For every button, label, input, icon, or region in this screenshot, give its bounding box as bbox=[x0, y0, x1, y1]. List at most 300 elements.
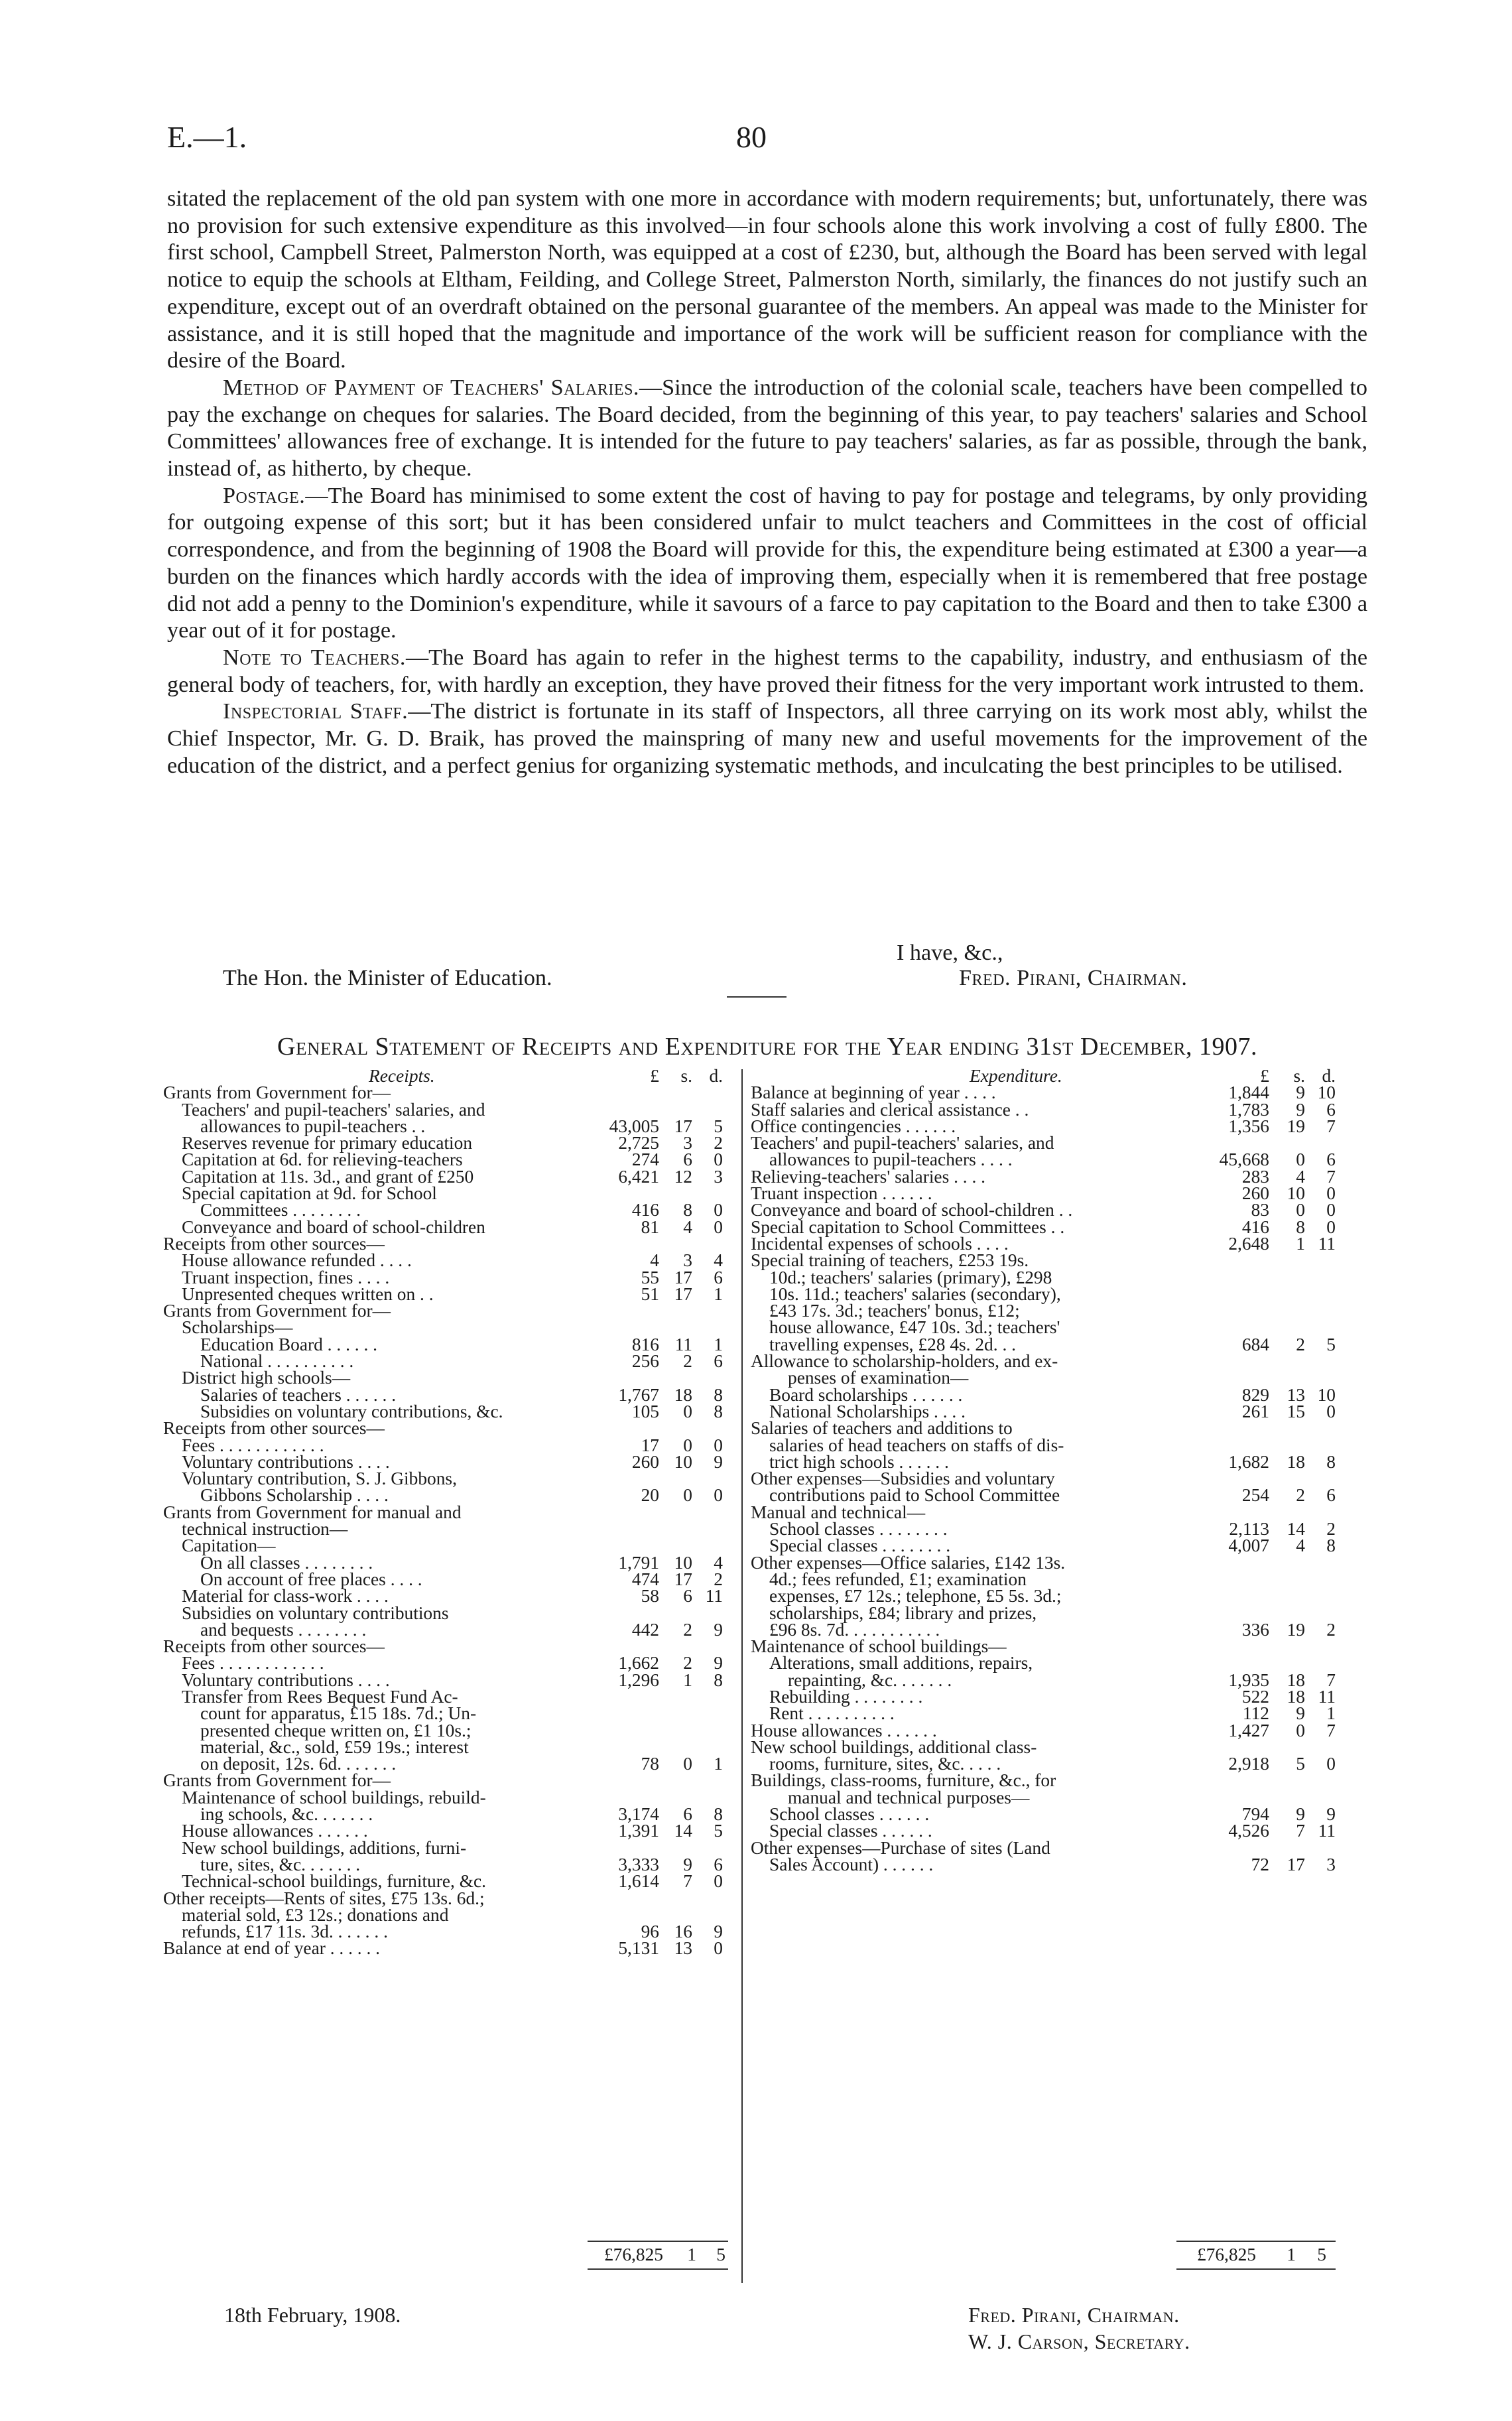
table-row bbox=[163, 1940, 733, 1957]
amount-cell: 3,174 bbox=[618, 1804, 659, 1825]
heading-teachers: Note to Teachers. bbox=[223, 645, 406, 670]
row-label: Material for class-work . . . . bbox=[182, 1586, 389, 1606]
row-label: Board scholarships . . . . . . bbox=[769, 1384, 963, 1405]
amount-cell: 0 bbox=[683, 1435, 692, 1455]
amount-cell: 11 bbox=[1318, 1821, 1336, 1841]
amount-cell: 2,113 bbox=[1229, 1519, 1269, 1539]
amount-cell: 1,662 bbox=[618, 1653, 659, 1673]
amount-cell: 11 bbox=[1318, 1686, 1336, 1707]
row-label: Voluntary contributions . . . . bbox=[182, 1669, 390, 1690]
currency-column-label: s. bbox=[1293, 1066, 1305, 1086]
amount-cell: 3 bbox=[1326, 1854, 1336, 1874]
amount-cell: 260 bbox=[631, 1451, 659, 1472]
currency-column-label: d. bbox=[1322, 1066, 1336, 1086]
row-label: Subsidies on voluntary contributions bbox=[182, 1603, 449, 1623]
row-label: Other expenses—Purchase of sites (Land bbox=[751, 1837, 1050, 1858]
amount-cell: 1 bbox=[714, 1754, 723, 1774]
amount-cell: 9 bbox=[714, 1619, 723, 1640]
amount-cell: 9 bbox=[1296, 1082, 1305, 1103]
amount-cell: 336 bbox=[1241, 1619, 1269, 1640]
row-label: Grants from Government for— bbox=[163, 1082, 391, 1103]
table-row bbox=[163, 1605, 733, 1622]
table-row bbox=[163, 1538, 733, 1554]
amount-cell: 0 bbox=[683, 1485, 692, 1506]
amount-cell: 78 bbox=[641, 1754, 659, 1774]
amount-cell: 0 bbox=[1326, 1216, 1336, 1237]
row-label: New school buildings, additions, furni- bbox=[182, 1837, 467, 1858]
row-label: Sales Account) . . . . . . bbox=[769, 1854, 934, 1874]
row-label: Salaries of teachers and additions to bbox=[751, 1418, 1013, 1439]
amount-cell: 10 bbox=[1287, 1183, 1305, 1204]
amount-cell: 2 bbox=[683, 1653, 692, 1673]
row-label: Buildings, class-rooms, furniture, &c., for bbox=[751, 1770, 1056, 1791]
amount-cell: 794 bbox=[1241, 1804, 1269, 1825]
amount-cell: 8 bbox=[1326, 1536, 1336, 1556]
table-row bbox=[751, 1487, 1334, 1504]
amount-cell: 8 bbox=[714, 1804, 723, 1825]
amount-cell: 15 bbox=[1287, 1401, 1305, 1421]
amount-cell: 55 bbox=[641, 1267, 659, 1287]
amount-cell: 8 bbox=[714, 1669, 723, 1690]
row-label: Balance at beginning of year . . . . bbox=[751, 1082, 996, 1103]
amount-cell: 13 bbox=[674, 1938, 692, 1959]
row-label: 10s. 11d.; teachers' salaries (secondary), bbox=[769, 1283, 1061, 1304]
amount-cell: 2 bbox=[683, 1619, 692, 1640]
table-row bbox=[751, 1151, 1334, 1168]
total-shillings: 1 bbox=[687, 2245, 696, 2264]
amount-cell: 14 bbox=[674, 1821, 692, 1841]
column-heading: Receipts. bbox=[369, 1066, 435, 1086]
amount-cell: 6 bbox=[683, 1149, 692, 1170]
section-rule bbox=[727, 996, 787, 998]
row-label: Fees . . . . . . . . . . . . bbox=[182, 1653, 324, 1673]
row-label: School classes . . . . . . . . bbox=[769, 1519, 948, 1539]
row-label: Rent . . . . . . . . . . bbox=[769, 1703, 895, 1724]
row-label: Special capitation to School Committees . . bbox=[751, 1216, 1065, 1237]
amount-cell: 2,648 bbox=[1228, 1233, 1269, 1254]
text-inspectorial: —The district is fortunate in its staff of Inspectors, all three carrying on its work most ably, whilst the Chief Inspector, Mr. G. D. Braik, has proved the mainspring of many new and useful movements for the improvement of the education of the district, and a perfect genius for organizing systematic methods, and inculcating the best principles to be utilised. bbox=[167, 699, 1367, 778]
row-label: Truant inspection . . . . . . bbox=[751, 1183, 932, 1204]
row-label: National Scholarships . . . . bbox=[769, 1401, 966, 1421]
amount-cell: 5 bbox=[1296, 1754, 1305, 1774]
row-label: Teachers' and pupil-teachers' salaries, and bbox=[182, 1099, 485, 1120]
amount-cell: 0 bbox=[714, 1485, 723, 1506]
amount-cell: 1,427 bbox=[1228, 1720, 1269, 1740]
currency-column-label: £ bbox=[650, 1066, 659, 1086]
row-label: refunds, £17 11s. 3d. . . . . . . bbox=[182, 1922, 388, 1942]
paragraph-salaries bbox=[167, 375, 1367, 483]
amount-cell: 1,614 bbox=[618, 1871, 659, 1892]
amount-cell: 17 bbox=[674, 1116, 692, 1136]
table-row bbox=[751, 1252, 1334, 1269]
amount-cell: 2 bbox=[714, 1569, 723, 1589]
amount-cell: 522 bbox=[1241, 1686, 1269, 1707]
section-code: E.—1. bbox=[167, 120, 247, 154]
row-label: Office contingencies . . . . . . bbox=[751, 1116, 956, 1136]
expenditure-table bbox=[751, 1068, 1334, 1873]
table-row bbox=[163, 1252, 733, 1269]
amount-cell: 17 bbox=[674, 1569, 692, 1589]
row-label: Other expenses—Subsidies and voluntary bbox=[751, 1469, 1055, 1489]
amount-cell: 6 bbox=[714, 1267, 723, 1287]
amount-cell: 8 bbox=[714, 1384, 723, 1405]
amount-cell: 9 bbox=[1326, 1804, 1336, 1825]
amount-cell: 17 bbox=[674, 1283, 692, 1304]
total-rule-top bbox=[588, 2241, 728, 2242]
amount-cell: 0 bbox=[683, 1754, 692, 1774]
amount-cell: 2,725 bbox=[618, 1133, 659, 1153]
row-label: Technical-school buildings, furniture, &c. bbox=[182, 1871, 487, 1892]
amount-cell: 18 bbox=[674, 1384, 692, 1405]
amount-cell: 17 bbox=[641, 1435, 659, 1455]
total-shillings: 1 bbox=[1287, 2245, 1296, 2264]
amount-cell: 283 bbox=[1241, 1166, 1269, 1187]
table-row bbox=[163, 1319, 733, 1336]
table-row bbox=[751, 1655, 1334, 1671]
amount-cell: 8 bbox=[714, 1401, 723, 1421]
row-label: National . . . . . . . . . . bbox=[200, 1351, 354, 1372]
row-label: Balance at end of year . . . . . . bbox=[163, 1938, 381, 1959]
amount-cell: 416 bbox=[631, 1200, 659, 1220]
amount-cell: 12 bbox=[674, 1166, 692, 1187]
amount-cell: 6 bbox=[714, 1854, 723, 1874]
amount-cell: 254 bbox=[1241, 1485, 1269, 1506]
total-rule-top bbox=[1176, 2241, 1336, 2242]
row-label: Special capitation at 9d. for School bbox=[182, 1183, 437, 1204]
amount-cell: 9 bbox=[1296, 1703, 1305, 1724]
amount-cell: 19 bbox=[1287, 1116, 1305, 1136]
amount-cell: 51 bbox=[641, 1283, 659, 1304]
table-row bbox=[751, 1588, 1334, 1604]
row-label: Relieving-teachers' salaries . . . . bbox=[751, 1166, 986, 1187]
row-label: Teachers' and pupil-teachers' salaries, and bbox=[751, 1133, 1054, 1153]
amount-cell: 4,007 bbox=[1228, 1536, 1269, 1556]
amount-cell: 9 bbox=[683, 1854, 692, 1874]
row-label: Truant inspection, fines . . . . bbox=[182, 1267, 390, 1287]
amount-cell: 11 bbox=[674, 1334, 692, 1354]
amount-cell: 0 bbox=[683, 1401, 692, 1421]
row-label: Grants from Government for— bbox=[163, 1301, 391, 1321]
amount-cell: 10 bbox=[674, 1451, 692, 1472]
row-label: Staff salaries and clerical assistance . . bbox=[751, 1099, 1029, 1120]
row-label: School classes . . . . . . bbox=[769, 1804, 930, 1825]
row-label: 4d.; fees refunded, £1; examination bbox=[769, 1569, 1027, 1589]
amount-cell: 0 bbox=[1326, 1401, 1336, 1421]
table-row bbox=[163, 1705, 733, 1722]
paragraph-inspectorial bbox=[167, 698, 1367, 779]
amount-cell: 0 bbox=[714, 1871, 723, 1892]
amount-cell: 0 bbox=[714, 1216, 723, 1237]
amount-cell: 9 bbox=[1296, 1099, 1305, 1120]
amount-cell: 274 bbox=[631, 1149, 659, 1170]
amount-cell: 684 bbox=[1241, 1334, 1269, 1354]
amount-cell: 81 bbox=[641, 1216, 659, 1237]
amount-cell: 1 bbox=[714, 1283, 723, 1304]
table-row bbox=[163, 1202, 733, 1218]
amount-cell: 6 bbox=[714, 1351, 723, 1372]
row-label: Rebuilding . . . . . . . . bbox=[769, 1686, 923, 1707]
row-label: house allowance, £47 10s. 3d.; teachers' bbox=[769, 1317, 1060, 1338]
row-label: Unpresented cheques written on . . bbox=[182, 1283, 434, 1304]
row-label: salaries of head teachers on staffs of dis- bbox=[769, 1435, 1064, 1455]
total-rule-bottom bbox=[1176, 2268, 1336, 2270]
amount-cell: 18 bbox=[1287, 1669, 1305, 1690]
amount-cell: 11 bbox=[705, 1586, 723, 1606]
heading-inspectorial: Inspectorial Staff. bbox=[223, 699, 409, 724]
amount-cell: 1,791 bbox=[618, 1552, 659, 1573]
amount-cell: 1,391 bbox=[618, 1821, 659, 1841]
receipts-table bbox=[163, 1068, 733, 1957]
row-label: Salaries of teachers . . . . . . bbox=[200, 1384, 397, 1405]
amount-cell: 18 bbox=[1287, 1451, 1305, 1472]
row-label: House allowances . . . . . . bbox=[182, 1821, 368, 1841]
table-row bbox=[163, 1772, 733, 1789]
table-row bbox=[163, 1420, 733, 1437]
amount-cell: 0 bbox=[1326, 1200, 1336, 1220]
amount-cell: 72 bbox=[1251, 1854, 1269, 1874]
amount-cell: 4 bbox=[650, 1250, 659, 1271]
amount-cell: 2 bbox=[1326, 1619, 1336, 1640]
row-label: penses of examination— bbox=[788, 1368, 969, 1388]
amount-cell: 4 bbox=[683, 1216, 692, 1237]
row-label: Committees . . . . . . . . bbox=[200, 1200, 361, 1220]
amount-cell: 5 bbox=[1326, 1334, 1336, 1354]
addressee: The Hon. the Minister of Education. bbox=[223, 966, 552, 990]
page-number: 80 bbox=[736, 120, 767, 154]
currency-column-label: d. bbox=[709, 1066, 723, 1086]
amount-cell: 17 bbox=[1287, 1854, 1305, 1874]
amount-cell: 1 bbox=[1296, 1233, 1305, 1254]
amount-cell: 112 bbox=[1242, 1703, 1269, 1724]
amount-cell: 18 bbox=[1287, 1686, 1305, 1707]
amount-cell: 8 bbox=[1296, 1216, 1305, 1237]
row-label: Capitation— bbox=[182, 1536, 276, 1556]
amount-cell: 6 bbox=[683, 1804, 692, 1825]
amount-cell: 2 bbox=[714, 1133, 723, 1153]
row-label: Voluntary contribution, S. J. Gibbons, bbox=[182, 1469, 457, 1489]
row-label: £96 8s. 7d. . . . . . . . . . . bbox=[769, 1619, 940, 1640]
row-label: Conveyance and board of school-children . . bbox=[751, 1200, 1073, 1220]
amount-cell: 0 bbox=[1296, 1720, 1305, 1740]
row-label: Allowance to scholarship-holders, and ex- bbox=[751, 1351, 1058, 1372]
amount-cell: 1,844 bbox=[1228, 1082, 1269, 1103]
amount-cell: 20 bbox=[641, 1485, 659, 1506]
amount-cell: 83 bbox=[1251, 1200, 1269, 1220]
signer: Fred. Pirani, Chairman. bbox=[959, 966, 1188, 990]
amount-cell: 6 bbox=[683, 1586, 692, 1606]
amount-cell: 6 bbox=[1326, 1099, 1336, 1120]
amount-cell: 442 bbox=[631, 1619, 659, 1640]
amount-cell: 9 bbox=[714, 1922, 723, 1942]
row-label: ture, sites, &c. . . . . . . bbox=[200, 1854, 361, 1874]
amount-cell: 17 bbox=[674, 1267, 692, 1287]
table-row bbox=[751, 1854, 1336, 1874]
table-row bbox=[163, 1588, 733, 1604]
row-label: New school buildings, additional class- bbox=[751, 1736, 1037, 1757]
row-label: Fees . . . . . . . . . . . . bbox=[182, 1435, 324, 1455]
amount-cell: 11 bbox=[1318, 1233, 1336, 1254]
amount-cell: 1,767 bbox=[618, 1384, 659, 1405]
row-label: On all classes . . . . . . . . bbox=[200, 1552, 373, 1573]
text-postage: —The Board has minimised to some extent the cost of having to pay for postage and telegrams, by only providing for outgoing expense of this sort; but it has been considered unfair to mulct teachers and Committees in the cost of official correspondence, and from the beginning of 1908 the Board will provide for this, the expenditure being estimated at £300 a year—a burden on the finances which hardly accords with the idea of improving them, especially when it is remembered that free postage did not add a penny to the Dominion's expenditure, while it savours of a farce to pay capitation to the Board and then to take £300 a year out of it for postage. bbox=[167, 483, 1367, 643]
row-label: Transfer from Rees Bequest Fund Ac- bbox=[182, 1686, 458, 1707]
row-label: travelling expenses, £28 4s. 2d. . . bbox=[769, 1334, 1016, 1354]
amount-cell: 6,421 bbox=[618, 1166, 659, 1187]
row-label: Reserves revenue for primary education bbox=[182, 1133, 473, 1153]
row-label: technical instruction— bbox=[182, 1519, 348, 1539]
amount-cell: 0 bbox=[1326, 1183, 1336, 1204]
table-row bbox=[163, 1873, 733, 1890]
amount-cell: 10 bbox=[674, 1552, 692, 1573]
amount-cell: 4 bbox=[714, 1250, 723, 1271]
amount-cell: 1 bbox=[1326, 1703, 1336, 1724]
amount-cell: 19 bbox=[1287, 1619, 1305, 1640]
row-label: allowances to pupil-teachers . . . . bbox=[769, 1149, 1013, 1170]
chairman-signature: Fred. Pirani, Chairman. bbox=[968, 2303, 1180, 2327]
amount-cell: 2 bbox=[1296, 1334, 1305, 1354]
amount-cell: 4 bbox=[1296, 1536, 1305, 1556]
amount-cell: 10 bbox=[1317, 1384, 1336, 1405]
amount-cell: 1,296 bbox=[618, 1669, 659, 1690]
table-row bbox=[751, 1319, 1334, 1336]
row-label: trict high schools . . . . . . bbox=[769, 1451, 949, 1472]
row-label: Education Board . . . . . . bbox=[200, 1334, 378, 1354]
row-label: Receipts from other sources— bbox=[163, 1233, 385, 1254]
table-row bbox=[163, 1655, 733, 1671]
amount-cell: 2 bbox=[1326, 1519, 1336, 1539]
closing-phrase: I have, &c., bbox=[897, 941, 1003, 965]
amount-cell: 256 bbox=[631, 1351, 659, 1372]
table-row bbox=[751, 1538, 1334, 1554]
heading-salaries: Method of Payment of Teachers' Salaries. bbox=[223, 375, 639, 400]
row-label: Grants from Government for manual and bbox=[163, 1502, 462, 1522]
amount-cell: 816 bbox=[631, 1334, 659, 1354]
table-row bbox=[163, 1370, 733, 1386]
table-row bbox=[163, 1487, 733, 1504]
row-label: presented cheque written on, £1 10s.; bbox=[200, 1720, 472, 1740]
row-label: Scholarships— bbox=[182, 1317, 293, 1338]
amount-cell: 4,526 bbox=[1228, 1821, 1269, 1841]
amount-cell: 8 bbox=[683, 1200, 692, 1220]
amount-cell: 1,783 bbox=[1228, 1099, 1269, 1120]
amount-cell: 16 bbox=[674, 1922, 692, 1942]
amount-cell: 7 bbox=[1326, 1669, 1336, 1690]
amount-cell: 474 bbox=[631, 1569, 659, 1589]
amount-cell: 6 bbox=[1326, 1485, 1336, 1506]
page-header bbox=[0, 119, 1512, 159]
total-rule-bottom bbox=[588, 2268, 728, 2270]
row-label: material, &c., sold, £59 19s.; interest bbox=[200, 1736, 469, 1757]
row-label: ing schools, &c. . . . . . . bbox=[200, 1804, 373, 1825]
amount-cell: 2 bbox=[1296, 1485, 1305, 1506]
amount-cell: 8 bbox=[1326, 1451, 1336, 1472]
amount-cell: 7 bbox=[1326, 1720, 1336, 1740]
paragraph-postage bbox=[167, 483, 1367, 645]
amount-cell: 4 bbox=[1296, 1166, 1305, 1187]
table-row bbox=[751, 1605, 1334, 1622]
row-label: Maintenance of school buildings— bbox=[751, 1636, 1007, 1657]
amount-cell: 7 bbox=[1326, 1166, 1336, 1187]
row-label: District high schools— bbox=[182, 1368, 351, 1388]
amount-cell: 5 bbox=[714, 1821, 723, 1841]
amount-cell: 5 bbox=[714, 1116, 723, 1136]
row-label: Maintenance of school buildings, rebuild- bbox=[182, 1787, 486, 1807]
currency-column-label: s. bbox=[680, 1066, 692, 1086]
amount-cell: 1,356 bbox=[1228, 1116, 1269, 1136]
table-row bbox=[751, 1084, 1334, 1101]
amount-cell: 5,131 bbox=[618, 1938, 659, 1959]
amount-cell: 0 bbox=[714, 1149, 723, 1170]
secretary-signature: W. J. Carson, Secretary. bbox=[968, 2329, 1190, 2353]
row-label: On account of free places . . . . bbox=[200, 1569, 422, 1589]
amount-cell: 9 bbox=[714, 1653, 723, 1673]
row-label: rooms, furniture, sites, &c. . . . . bbox=[769, 1754, 1001, 1774]
row-label: 10d.; teachers' salaries (primary), £298 bbox=[769, 1267, 1052, 1287]
amount-cell: 416 bbox=[1241, 1216, 1269, 1237]
amount-cell: 7 bbox=[683, 1871, 692, 1892]
row-label: Incidental expenses of schools . . . . bbox=[751, 1233, 1009, 1254]
amount-cell: 13 bbox=[1287, 1384, 1305, 1405]
row-label: Other receipts—Rents of sites, £75 13s. 6d.; bbox=[163, 1888, 485, 1908]
row-label: Capitation at 6d. for relieving-teachers bbox=[182, 1149, 463, 1170]
total-pence: 5 bbox=[716, 2245, 725, 2264]
table-row bbox=[751, 1370, 1334, 1386]
row-label: on deposit, 12s. 6d. . . . . . . bbox=[200, 1754, 397, 1774]
amount-cell: 0 bbox=[714, 1200, 723, 1220]
amount-cell: 9 bbox=[714, 1451, 723, 1472]
text-teachers: —The Board has again to refer in the highest terms to the capability, industry, and enthusiasm of the general body of teachers, for, with hardly an exception, they have proved their fitness for the very important work intrusted to them. bbox=[167, 645, 1367, 697]
text-salaries: —Since the introduction of the colonial scale, teachers have been compelled to pay the exchange on cheques for salaries. The Board decided, from the beginning of this year, to pay teachers' salaries and School Committees' allowances free of exchange. It is intended for the future to pay teachers' salaries, as far as possible, through the bank, instead of, as hitherto, by cheque. bbox=[167, 375, 1367, 482]
amount-cell: 45,668 bbox=[1219, 1149, 1269, 1170]
amount-cell: 0 bbox=[714, 1938, 723, 1959]
row-label: Other expenses—Office salaries, £142 13s. bbox=[751, 1552, 1066, 1573]
row-label: Voluntary contributions . . . . bbox=[182, 1451, 390, 1472]
amount-cell: 260 bbox=[1241, 1183, 1269, 1204]
amount-cell: 10 bbox=[1317, 1082, 1336, 1103]
amount-cell: 9 bbox=[1296, 1804, 1305, 1825]
row-label: Subsidies on voluntary contributions, &c. bbox=[200, 1401, 503, 1421]
table-row bbox=[163, 1084, 733, 1101]
row-label: scholarships, £84; library and prizes, bbox=[769, 1603, 1037, 1623]
currency-column-label: £ bbox=[1260, 1066, 1269, 1086]
statement-title: General Statement of Receipts and Expenditure for the Year ending 31st December, 1907. bbox=[277, 1033, 1257, 1061]
row-label: Receipts from other sources— bbox=[163, 1418, 385, 1439]
row-label: House allowances . . . . . . bbox=[751, 1720, 937, 1740]
amount-cell: 105 bbox=[631, 1401, 659, 1421]
row-label: and bequests . . . . . . . . bbox=[200, 1619, 367, 1640]
row-label: expenses, £7 12s.; telephone, £5 5s. 3d.; bbox=[769, 1586, 1062, 1606]
row-label: Gibbons Scholarship . . . . bbox=[200, 1485, 389, 1506]
row-label: Manual and technical— bbox=[751, 1502, 926, 1522]
table-row bbox=[163, 1823, 733, 1839]
amount-cell: 4 bbox=[714, 1552, 723, 1573]
row-label: count for apparatus, £15 18s. 7d.; Un- bbox=[200, 1703, 477, 1724]
table-row bbox=[751, 1705, 1334, 1722]
amount-cell: 2 bbox=[683, 1351, 692, 1372]
amount-cell: 3,333 bbox=[618, 1854, 659, 1874]
row-label: £43 17s. 3d.; teachers' bonus, £12; bbox=[769, 1301, 1020, 1321]
row-label: allowances to pupil-teachers . . bbox=[200, 1116, 426, 1136]
amount-cell: 6 bbox=[1326, 1149, 1336, 1170]
row-label: Special classes . . . . . . . . bbox=[769, 1536, 951, 1556]
row-label: Alterations, small additions, repairs, bbox=[769, 1653, 1033, 1673]
report-body bbox=[167, 186, 1367, 779]
amount-cell: 3 bbox=[714, 1166, 723, 1187]
amount-cell: 3 bbox=[683, 1133, 692, 1153]
amount-cell: 3 bbox=[683, 1250, 692, 1271]
amount-cell: 96 bbox=[641, 1922, 659, 1942]
amount-cell: 43,005 bbox=[609, 1116, 659, 1136]
